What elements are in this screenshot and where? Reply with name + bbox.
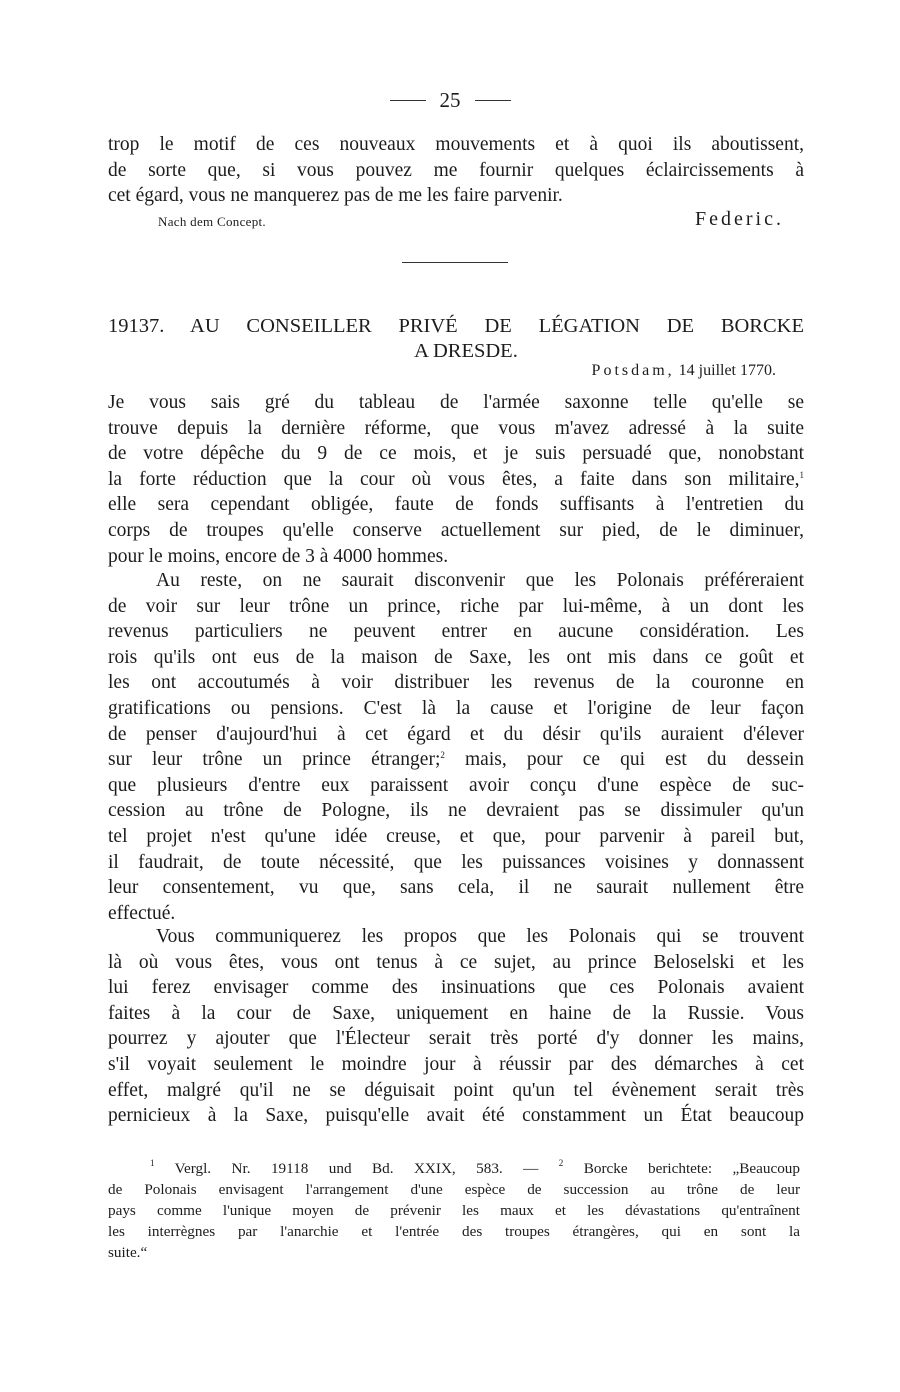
text-line: corps de troupes qu'elle conserve actuellement sur pied, de le diminuer,	[108, 519, 804, 541]
text-line	[108, 747, 804, 773]
page-header	[0, 88, 900, 113]
footnote-1-text: Vergl. Nr. 19118 und Bd. XXIX, 583. —	[174, 1160, 539, 1177]
text-line: Vous communiquerez les propos que les Polonais qui se trouvent	[156, 926, 804, 947]
text-line: trouve depuis la dernière réforme, que vous m'avez adressé à la suite	[108, 417, 804, 439]
text-line: rois qu'ils ont eus de la maison de Saxe, les ont mis dans ce goût et	[108, 646, 804, 668]
closing-row	[108, 208, 784, 234]
footnote-label-1: 1	[150, 1158, 155, 1168]
text-line: de sorte que, si vous pouvez me fournir quelques éclaircissements à	[108, 159, 804, 181]
text-line: que plusieurs d'entre eux paraissent avoir conçu d'une espèce de suc-	[108, 774, 804, 796]
text-line: de penser d'aujourd'hui à cet égard et du désir qu'ils auraient d'élever	[108, 723, 804, 745]
text-line: cession au trône de Pologne, ils ne devraient pas se dissimuler qu'un	[108, 800, 804, 822]
text-line: revenus particuliers ne peuvent entrer en aucune considération. Les	[108, 621, 804, 643]
page-number: 25	[439, 88, 461, 112]
paragraph-2	[108, 568, 804, 926]
text-line: effectué.	[108, 902, 176, 924]
heading-line-1	[108, 314, 804, 339]
text-line: gratifications ou pensions. C'est là la cause et l'origine de leur façon	[108, 697, 804, 719]
footnote-label-2: 2	[558, 1158, 564, 1168]
dateline-date: 14 juillet 1770.	[678, 362, 776, 379]
text-line: là où vous êtes, vous ont tenus à ce sujet, au prince Beloselski et les	[108, 951, 804, 973]
paragraph-1	[108, 390, 804, 569]
letter-heading	[108, 314, 804, 364]
signature: Federic.	[695, 208, 784, 230]
footnote-line	[108, 1158, 800, 1179]
paragraph-3	[108, 924, 804, 1129]
intro-text	[108, 132, 804, 209]
header-dash-right	[475, 100, 511, 101]
text-segment: mais, pour ce qui est du dessein	[465, 749, 804, 771]
text-line: effet, malgré qu'il ne se déguisait point qu'un tel évènement serait très	[108, 1079, 804, 1101]
text-line	[108, 467, 804, 493]
text-segment: sur leur trône un prince étranger;	[108, 749, 441, 771]
text-line: cet égard, vous ne manquerez pas de me les faire parvenir.	[108, 185, 563, 207]
dateline-place: Potsdam,	[591, 362, 675, 379]
dateline	[592, 362, 776, 380]
text-line: elle sera cependant obligée, faute de fonds suffisants à l'entretien du	[108, 494, 804, 516]
text-line: pourrez y ajouter que l'Électeur serait très porté d'y donner les mains,	[108, 1028, 804, 1050]
letter-number: 19137.	[108, 315, 165, 337]
text-line: faites à la cour de Saxe, uniquement en haine de la Russie. Vous	[108, 1002, 804, 1024]
text-line: il faudrait, de toute nécessité, que les puissances voisines y donnassent	[108, 851, 804, 873]
footnote-mark-1: 1	[799, 469, 804, 480]
text-line: Au reste, on ne saurait disconvenir que les Polonais préféreraient	[156, 570, 804, 591]
text-line: lui ferez envisager comme des insinuations que ces Polonais avaient	[108, 977, 804, 999]
text-line: pernicieux à la Saxe, puisqu'elle avait été constamment un État beaucoup	[108, 1105, 804, 1127]
text-line: pour le moins, encore de 3 à 4000 hommes.	[108, 545, 449, 567]
footnote-line: de Polonais envisagent l'arrangement d'une espèce de succession au trône de leur	[108, 1181, 800, 1198]
footnote-line: les interrègnes par l'anarchie et l'entrée des troupes étrangères, qui en sont la	[108, 1223, 800, 1240]
text-line: Je vous sais gré du tableau de l'armée saxonne telle qu'elle se	[108, 392, 804, 413]
text-segment: la forte réduction que la cour où vous êtes, a faite dans son militaire,	[108, 468, 800, 490]
text-line: trop le motif de ces nouveaux mouvements et à quoi ils aboutissent,	[108, 134, 804, 155]
letter-addressee: AU CONSEILLER PRIVÉ DE LÉGATION DE BORCKE	[190, 315, 804, 337]
footnote-line: suite.“	[108, 1244, 148, 1261]
heading-line-2: A DRESDE.	[414, 340, 518, 362]
footnotes	[108, 1158, 800, 1263]
section-divider	[402, 262, 508, 263]
text-line: les ont accoutumés à voir distribuer les revenus de la couronne en	[108, 672, 804, 694]
footnote-mark-2: 2	[440, 750, 445, 761]
text-line: tel projet n'est qu'une idée creuse, et que, pour parvenir à pareil but,	[108, 825, 804, 847]
text-line: de voir sur leur trône un prince, riche par lui-même, à un dont les	[108, 595, 804, 617]
source-note: Nach dem Concept.	[158, 214, 266, 229]
text-line: leur consentement, vu que, sans cela, il ne saurait nullement être	[108, 877, 804, 899]
footnote-line: pays comme l'unique moyen de prévenir les maux et les dévastations qu'entraînent	[108, 1202, 800, 1219]
footnote-2-text: Borcke berichtete: „Beaucoup	[583, 1160, 800, 1177]
header-dash-left	[390, 100, 426, 101]
text-line: s'il voyait seulement le moindre jour à réussir par des démarches à cet	[108, 1053, 804, 1075]
text-line: de votre dépêche du 9 de ce mois, et je suis persuadé que, nonobstant	[108, 443, 804, 465]
